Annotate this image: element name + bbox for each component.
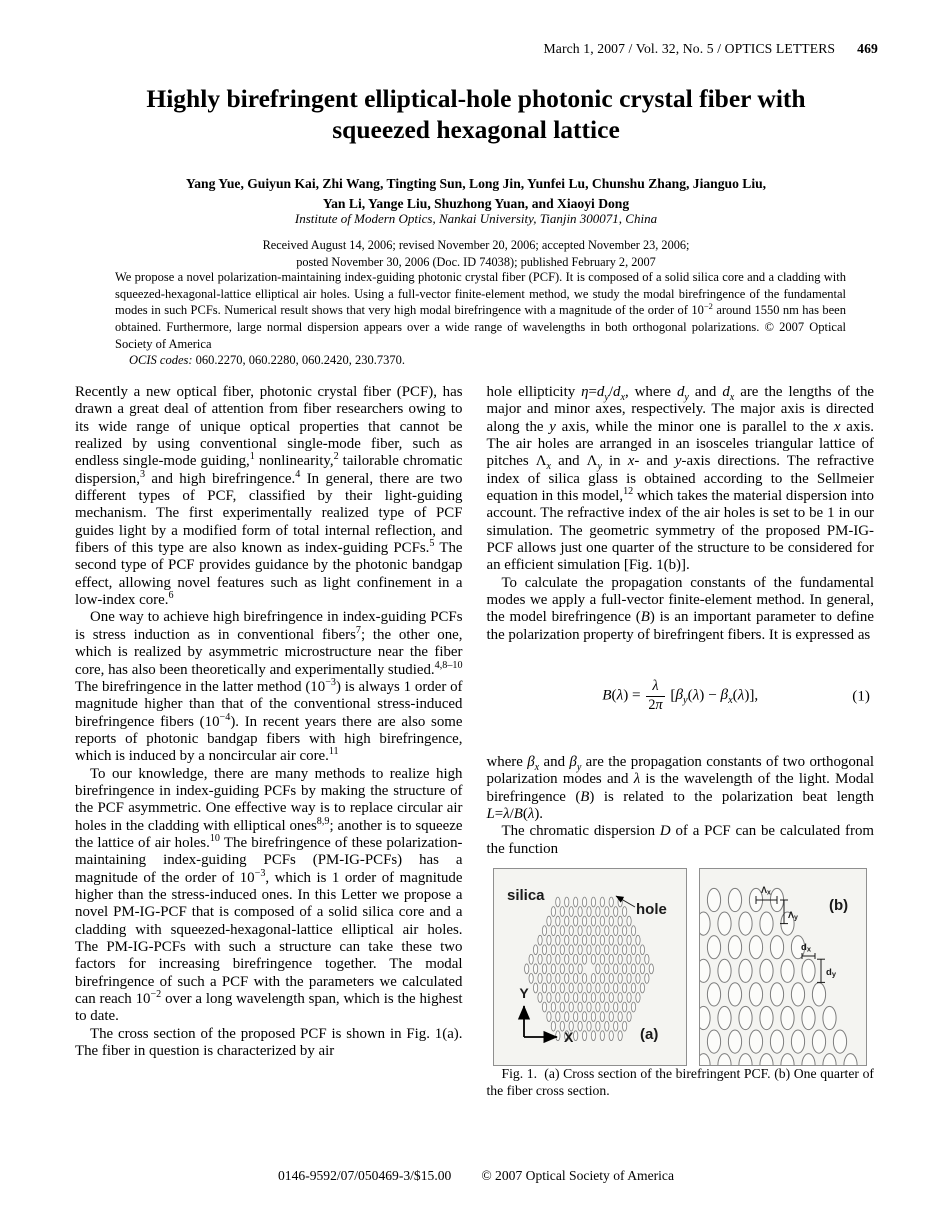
pitch-y-label: Λy <box>787 909 798 922</box>
title-block <box>0 84 952 145</box>
received-dates <box>0 237 952 272</box>
figure-1 <box>493 868 875 1066</box>
hexagonal-hole-lattice <box>524 897 653 1041</box>
body-paragraph: To calculate the propagation constants of the fundamental modes we apply a full-vector finite-element method. In general, the model birefringence (B) is an important parameter to define the polarization property of birefringent fibers. It is expressed as <box>486 574 874 643</box>
minor-axis-dimension <box>801 942 815 959</box>
right-column <box>487 384 875 1099</box>
paper-title: Highly birefringent elliptical-hole photonic crystal fiber with squeezed hexagonal lattice <box>146 84 806 144</box>
minor-axis-label: dx <box>800 941 811 954</box>
fraction-numerator: λ <box>652 678 659 695</box>
major-axis-label: dy <box>825 966 836 979</box>
body-paragraph: One way to achieve high birefringence in index-guiding PCFs is stress induction as in conventional fibers$^7$; the other one, which is realized by asymmetric microstructure near the fiber core, has also been theoretically and experimentally studied.$^{4,8-10}$ The birefringence in the latter method $(10^{-3})$ is always 1 order of magnitude higher than that of the conventional stress-induced birefringence fibers $(10^{-4})$. In recent years there are also some reports of photonic bandgap fibers with high birefringence, which is induced by a noncircular air core.$^{11}$ <box>75 609 463 765</box>
major-axis-dimension <box>817 959 837 982</box>
figure-1b-panel <box>699 868 867 1066</box>
authors-line-2: Yan Li, Yange Liu, Shuzhong Yuan, and Xiaoyi Dong <box>322 196 630 212</box>
y-axis-label: Y <box>518 984 529 1001</box>
figure-1a-panel <box>493 868 687 1066</box>
author-list <box>0 174 952 215</box>
abstract-text: We propose a novel polarization-maintaining index-guiding photonic crystal fiber (PCF). It is composed of a solid silica core and a cladding with squeezed-hexagonal-lattice elliptical air holes. Using a full-vector finite-element method, we study the modal birefringence of the fundamental modes in such PCFs. Numerical result shows that very high modal birefringence with a magnitude of the order of $10^{-2}$ around 1550 nm has been obtained. Furthermore, large normal dispersion appears over a wide range of wavelengths in both orthogonal polarizations. © 2007 Optical Society of America <box>115 270 846 351</box>
equation-body <box>602 678 758 714</box>
body-paragraph: The chromatic dispersion D of a PCF can be calculated from the function <box>486 823 874 857</box>
journal-citation: March 1, 2007 / Vol. 32, No. 5 / OPTICS LETTERS <box>543 41 836 56</box>
hole-label: hole <box>635 900 667 918</box>
body-paragraph: where $\beta_x$ and $\beta_y$ are the propagation constants of two orthogonal polarization modes and λ is the wavelength of the light. Modal birefringence (B) is related to the polarization beat length L=λ/B(λ). <box>486 753 874 822</box>
body-paragraph: To our knowledge, there are many methods to realize high birefringence in index-guiding PCFs by making the structure of the PCF asymmetric. One effective way is to replace circular air holes in the cladding with elliptical ones$^{8,9}$; another is to squeeze the lattice of air holes.$^{10}$ The birefringence of these polarization-maintaining index-guiding PCFs (PM-IG-PCFs) has a magnitude of the order of $10^{-3}$, which is 1 order of magnitude higher than the stress-induced ones. In this Letter we propose a novel PM-IG-PCF that is composed of a solid silica core and a cladding with squeezed-hexagonal-lattice elliptical air holes. The PM-IG-PCFs with such a structure can take these two factors for increasing birefringence together. The modal birefringence of such a PCF with the parameters we calculated can reach $10^{-2}$ over a long wavelength span, which is the highest to date. <box>75 765 463 1025</box>
equation-number: (1) <box>852 687 870 705</box>
body-columns <box>75 384 874 1099</box>
left-column <box>75 384 463 1099</box>
footer <box>0 1168 952 1184</box>
running-head <box>75 41 878 57</box>
panel-a-tag: (a) <box>639 1025 658 1043</box>
affiliation: Institute of Modern Optics, Nankai University, Tianjin 300071, China <box>294 211 658 226</box>
figure-1-caption: Fig. 1. (a) Cross section of the birefringent PCF. (b) One quarter of the fiber cross section. <box>486 1065 874 1098</box>
body-paragraph: Recently a new optical fiber, photonic crystal fiber (PCF), has drawn a great deal of attention from fiber researchers owing to its wide range of unique optical properties that cannot be realized by using conventional single-mode fiber, such as endless single-mode guiding,$^1$ nonlinearity,$^2$ tailorable chromatic dispersion,$^3$ and high birefringence.$^4$ In general, there are two different types of PCF, classified by their light-guiding mechanism. The first experimentally realized type of PCF guides light by a modified form of total internal reflection, and fibers of this type are also known as index-guiding PCFs.$^5$ The second type of PCF provides guidance by the photonic bandgap effect, allowing novel features such as light confinement in a low-index core.$^6$ <box>75 384 463 609</box>
page-number: 469 <box>857 41 878 56</box>
authors-line-1: Yang Yue, Guiyun Kai, Zhi Wang, Tingting Sun, Long Jin, Yunfei Lu, Chunshu Zhang, Jianguo Liu, <box>185 176 767 191</box>
received-line-2: posted November 30, 2006 (Doc. ID 74038); published February 2, 2007 <box>296 255 656 270</box>
ocis-codes: OCIS codes: 060.2270, 060.2280, 060.2420, 230.7370. <box>129 353 406 368</box>
abstract <box>115 269 846 369</box>
issn-price: 0146-9592/07/050469-3/$15.00 <box>278 1168 452 1183</box>
body-paragraph: hole ellipticity $\eta=d_y/d_x$, where $d_y$ and $d_x$ are the lengths of the major and minor axes, respectively. The major axis is directed along the y axis, while the minor one is parallel to the x axis. The air holes are arranged in an isosceles triangular lattice of pitches $\Lambda_x$ and $\Lambda_y$ in x- and y-axis directions. The refractive index of silica glass is obtained according to the Sellmeier equation in this model,$^{12}$ which takes the material dispersion into account. The refractive index of the air holes is set to be 1 in our simulation. The geometric symmetry of the proposed PM-IG-PCF allows just one quarter of the structure to be considered for an efficient simulation [Fig. 1(b)]. <box>486 384 875 574</box>
silica-label: silica <box>506 886 545 904</box>
x-axis-label: X <box>563 1028 573 1045</box>
fraction-denominator: 2π <box>648 696 663 713</box>
body-paragraph: The cross section of the proposed PCF is shown in Fig. 1(a). The fiber in question is characterized by air <box>75 1025 463 1060</box>
panel-b-tag: (b) <box>828 896 848 914</box>
equation-fraction <box>646 678 664 714</box>
copyright-line: © 2007 Optical Society of America <box>481 1168 674 1183</box>
equation-lhs: B(λ) = <box>602 686 641 704</box>
received-line-1: Received August 14, 2006; revised November 20, 2006; accepted November 23, 2006; <box>262 238 690 252</box>
pitch-x-label: Λx <box>760 884 771 897</box>
equation-1 <box>487 678 875 714</box>
equation-rhs: $[\beta_y(\lambda) - \beta_x(\lambda)]$, <box>670 686 759 707</box>
